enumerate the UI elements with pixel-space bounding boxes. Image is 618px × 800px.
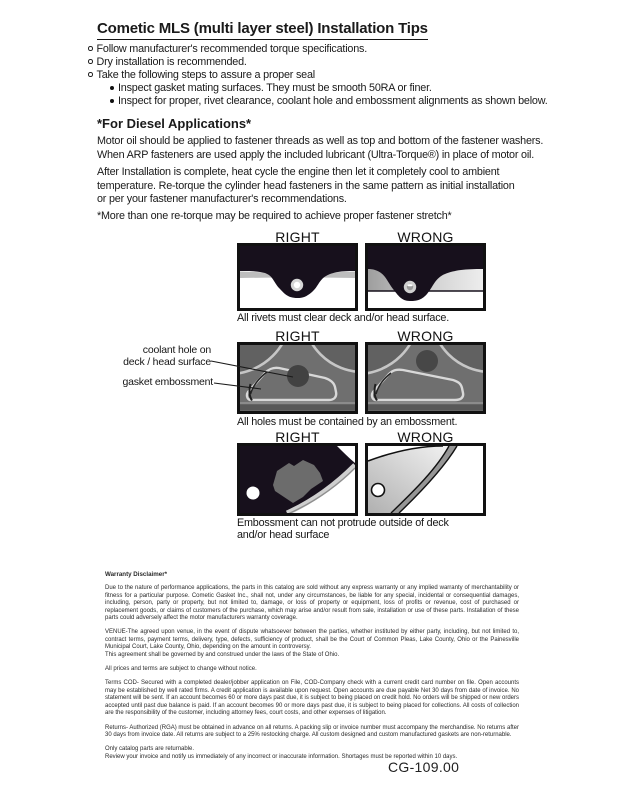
row2-right-label: RIGHT <box>275 328 320 344</box>
bullet-icon <box>110 99 114 103</box>
paragraph-line: When ARP fasteners are used apply the included lubricant (Ultra-Torque®) in place of motor oil. <box>97 148 535 161</box>
row3-wrong-label: WRONG <box>397 429 454 445</box>
bullet-icon <box>110 86 114 90</box>
diesel-section-heading: *For Diesel Applications* <box>97 116 252 131</box>
list-item <box>88 95 548 108</box>
leader-lines <box>205 355 305 397</box>
list-item-text: Inspect for proper, rivet clearance, coolant hole and embossment alignments as shown below. <box>118 95 548 107</box>
paragraph-line: temperature. Re-torque the cylinder head fasteners in the same pattern as initial installation <box>97 179 515 192</box>
diesel-paragraph-2 <box>97 166 515 207</box>
paragraph-line: Motor oil should be applied to fastener threads as well as top and bottom of the fastener washers. <box>97 135 544 147</box>
retorque-note: *More than one re-torque may be required to achieve proper fastener stretch* <box>97 210 452 222</box>
disclaimer-paragraph: All prices and terms are subject to change without notice. <box>105 666 257 673</box>
protrusion-right-illustration <box>237 443 358 516</box>
page-title: Cometic MLS (multi layer steel) Installation Tips <box>97 20 428 40</box>
protrusion-wrong-illustration <box>365 443 486 516</box>
disclaimer-paragraph: Terms COD- Secured with a completed dealer/jobber application on File, COD-Company check with a current credit card number on file. Open accounts may be established by well rated firms. A credit application is available upon request. Open accounts are due payable Net 30 days from date of invoice. No statement will be sent. If an account becomes 60 or more days past due, it is subject to being placed on credit hold. No orders will be shipped or new orders accepted until past due balance is paid. If an account becomes 90 or more days past due, it is subject to being placed for collections. All costs of collection are the responsibility of the customer, including attorney fees, court costs, and other expenses of litigation. <box>105 680 519 717</box>
diagram-row2-wrong-panel <box>365 342 486 414</box>
diesel-paragraph-1 <box>97 135 543 162</box>
label-line: deck / head surface <box>123 355 211 368</box>
row1-wrong-label: WRONG <box>397 229 454 245</box>
row2-wrong-label: WRONG <box>397 328 454 344</box>
list-item-text: Take the following steps to assure a proper seal <box>96 69 315 81</box>
disclaimer-paragraph: Due to the nature of performance applications, the parts in this catalog are sold without any express warranty or any implied warranty of merchantability or fitness for a particular purpose. Cometic Gasket Inc., shall not, under any circumstances, be liable for any special, incidental or consequential damages, including, person, party or property, but not limited to, damage, or loss of property or equipment, loss of profits or revenue, cost of purchased or replacement goods, or claims of customers of the purchase, which may arise and/or result from sale, installation or use of these parts. Installation of these parts could adversely affect the motor manufacturers warranty coverage. <box>105 585 519 622</box>
list-item-text: Inspect gasket mating surfaces. They must be smooth 50RA or finer. <box>118 82 432 94</box>
diagram-row3-right-panel <box>237 443 358 516</box>
row3-right-label: RIGHT <box>275 429 320 445</box>
disclaimer-paragraph: Only catalog parts are returnable. <box>105 746 195 753</box>
disclaimer-paragraph: This agreement shall be governed by and construed under the laws of the State of Ohio. <box>105 651 340 658</box>
open-bullet-icon <box>88 46 93 51</box>
caption-line: Embossment can not protrude outside of deck <box>237 517 449 529</box>
coolant-hole-icon <box>416 350 438 372</box>
list-item <box>88 69 548 82</box>
open-bullet-icon <box>88 59 93 64</box>
list-item <box>88 82 548 95</box>
rivet-clear-wrong-illustration <box>365 243 486 311</box>
row2-caption: All holes must be contained by an embossment. <box>237 416 458 428</box>
list-item-text: Follow manufacturer's recommended torque specifications. <box>96 43 368 55</box>
row1-right-label: RIGHT <box>275 229 320 245</box>
paragraph-line: or per your fastener manufacturer's recommendations. <box>97 193 347 205</box>
page-number: CG-109.00 <box>388 759 460 775</box>
disclaimer-heading: Warranty Disclaimer* <box>105 571 168 578</box>
caption-line: and/or head surface <box>237 529 330 541</box>
bolt-hole-icon <box>247 487 260 500</box>
list-item <box>88 43 548 56</box>
warranty-disclaimer <box>105 571 519 768</box>
diagram-row3-wrong-panel <box>365 443 486 516</box>
diagram-row1-wrong-panel <box>365 243 486 311</box>
list-item <box>88 56 548 69</box>
installation-tips-list <box>88 43 548 108</box>
diagram-row1-right-panel <box>237 243 358 311</box>
label-line: coolant hole on <box>142 344 211 356</box>
rivet-clear-right-illustration <box>237 243 358 311</box>
list-item-text: Dry installation is recommended. <box>96 56 247 68</box>
disclaimer-paragraph: Review your invoice and notify us immediately of any incorrect or inaccurate information. Shortages must be reported within 10 days. <box>105 753 458 760</box>
row1-caption: All rivets must clear deck and/or head surface. <box>237 312 450 324</box>
disclaimer-paragraph: VENUE-The agreed upon venue, in the event of dispute whatsoever between the parties, whether instituted by either party, including, but not limited to, contract terms, payment terms, delivery, type, defects, sufficiency of product, shall be the Court of Common Pleas, Lake County, Ohio or the Painesville Municipal Court, Lake County, Ohio, depending on the amount in controversy. <box>105 629 519 651</box>
embossment-wrong-illustration <box>365 342 486 414</box>
open-bullet-icon <box>88 72 93 77</box>
bolt-hole-icon <box>372 484 385 497</box>
paragraph-line: After Installation is complete, heat cycle the engine then let it completely cool to ambient <box>97 166 500 178</box>
gasket-embossment-label: gasket embossment <box>122 376 213 388</box>
coolant-hole-label <box>80 345 211 368</box>
disclaimer-paragraph: Returns- Authorized (RGA) must be obtained in advance on all returns. A packing slip or invoice number must accompany the merchandise. No returns after 30 days from invoice date. All returns are subject to a 25% restocking charge. All custom designed and custom manufactured gaskets are non-returnable. <box>105 724 519 738</box>
row3-caption <box>237 517 449 541</box>
